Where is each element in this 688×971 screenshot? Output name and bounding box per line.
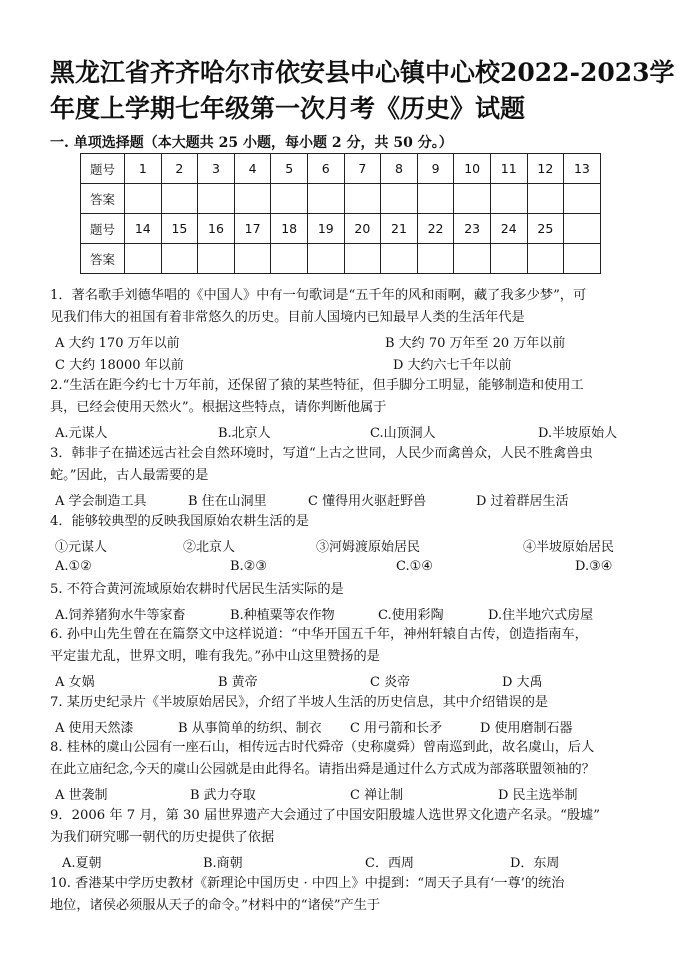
answer-cell[interactable] [161, 184, 198, 214]
q6-stem-line1: 6. 孙中山先生曾在在篇祭文中这样说道：“中华开国五千年，神州轩辕自古传，创造指南车， [50, 627, 588, 642]
q4-item-3: ③河姆渡原始居民 [316, 540, 421, 555]
q9-option-a: A.夏朝 [62, 856, 102, 871]
question-number-cell: 10 [454, 154, 491, 184]
q1-stem-line1: 1．著名歌手刘德华唱的《中国人》中有一句歌词是“五千年的风和雨啊，藏了我多少梦”，可 [50, 288, 587, 303]
q5-stem-line1: 5. 不符合黄河流域原始农耕时代居民生活实际的是 [50, 582, 344, 597]
q3-option-a: A 学会制造工具 [55, 494, 147, 509]
q2-option-a: A.元谋人 [55, 426, 108, 441]
answer-cell[interactable] [344, 244, 381, 274]
answer-cell[interactable] [454, 244, 491, 274]
q2-stem-line2: 具，已经会使用天然火”。根据这些特点，请你判断他属于 [50, 400, 387, 415]
q4-option-a: A.①② [55, 559, 92, 574]
question-number-cell: 8 [381, 154, 418, 184]
answer-cell[interactable] [198, 184, 235, 214]
q4-stem-line1: 4．能够较典型的反映我国原始农耕生活的是 [50, 514, 309, 529]
answer-table [80, 153, 601, 274]
question-number-cell: 19 [307, 214, 344, 244]
exam-title-line1: 黑龙江省齐齐哈尔市依安县中心镇中心校2022-2023学 [50, 58, 675, 87]
answer-cell[interactable] [344, 184, 381, 214]
q3-option-b: B 住在山洞里 [188, 494, 267, 509]
q7-option-d: D 使用磨制石器 [480, 721, 573, 736]
table-row [81, 154, 601, 184]
q6-option-c: C 炎帝 [370, 675, 411, 690]
row-label: 题号 [81, 214, 125, 244]
q8-option-a: A 世袭制 [55, 788, 108, 803]
q3-option-d: D 过着群居生活 [476, 494, 569, 509]
question-number-cell: 2 [161, 154, 198, 184]
answer-label: 答案 [81, 244, 125, 274]
question-number-cell: 20 [344, 214, 381, 244]
question-number-cell: 12 [527, 154, 564, 184]
q3-option-c: C 懂得用火驱赶野兽 [308, 494, 427, 509]
q6-option-a: A 女娲 [55, 675, 95, 690]
q1-option-c: C 大约 18000 年以前 [55, 358, 184, 373]
q6-stem-line2: 平定蚩尤乱，世界文明，唯有我先。”孙中山这里赞扬的是 [50, 649, 380, 664]
question-number-cell: 6 [307, 154, 344, 184]
answer-label: 答案 [81, 184, 125, 214]
answer-cell[interactable] [234, 184, 271, 214]
question-number-cell: 14 [125, 214, 162, 244]
question-number-cell: 3 [198, 154, 235, 184]
table-row [81, 184, 601, 214]
q1-stem-line2: 见我们伟大的祖国有着非常悠久的历史。目前人国境内已知最早人类的生活年代是 [50, 310, 525, 325]
q9-option-c: C．西周 [365, 856, 414, 871]
answer-cell[interactable] [564, 244, 601, 274]
answer-cell[interactable] [490, 184, 527, 214]
exam-title-line2: 年度上学期七年级第一次月考《历史》试题 [50, 94, 526, 123]
q7-option-c: C 用弓箭和长矛 [350, 721, 443, 736]
q9-option-b: B.商朝 [203, 856, 243, 871]
answer-cell[interactable] [527, 184, 564, 214]
q1-option-b: B 大约 70 万年至 20 万年以前 [385, 336, 566, 351]
q6-option-d: D 大禹 [502, 675, 543, 690]
table-row [81, 214, 601, 244]
q2-stem-line1: 2.“生活在距今约七十万年前，还保留了猿的某些特征，但手脚分工明显，能够制造和使用工 [50, 378, 584, 393]
question-number-cell: 5 [271, 154, 308, 184]
q8-option-b: B 武力夺取 [190, 788, 256, 803]
answer-cell[interactable] [381, 244, 418, 274]
q2-option-c: C.山顶洞人 [370, 426, 436, 441]
answer-cell[interactable] [527, 244, 564, 274]
answer-cell[interactable] [271, 244, 308, 274]
q8-stem-line2: 在此立庙纪念,今天的虞山公园就是由此得名。请指出舜是通过什么方式成为部落联盟领袖的？ [50, 762, 595, 777]
q10-stem-line1: 10. 香港某中学历史教材《新理论中国历史 · 中四上》中提到：“周天子具有‘一尊’的统治 [50, 876, 565, 891]
question-number-cell: 17 [234, 214, 271, 244]
question-number-cell: 16 [198, 214, 235, 244]
answer-cell[interactable] [234, 244, 271, 274]
question-number-cell: 7 [344, 154, 381, 184]
answer-cell[interactable] [417, 244, 454, 274]
answer-cell[interactable] [271, 184, 308, 214]
answer-cell[interactable] [490, 244, 527, 274]
answer-cell[interactable] [381, 184, 418, 214]
q4-option-c: C.①④ [396, 559, 433, 574]
question-number-cell: 11 [490, 154, 527, 184]
answer-cell[interactable] [125, 244, 162, 274]
question-number-cell: 1 [125, 154, 162, 184]
q9-option-d: D．东周 [510, 856, 560, 871]
q5-option-b: B.种植粟等农作物 [230, 608, 335, 623]
q8-option-c: C 禅让制 [350, 788, 404, 803]
q1-option-a: A 大约 170 万年以前 [55, 336, 180, 351]
q4-option-b: B.②③ [230, 559, 267, 574]
q8-stem-line1: 8. 桂林的虞山公园有一座石山，相传远古时代舜帝（史称虞舜）曾南巡到此，故名虞山，后人 [50, 740, 595, 755]
answer-cell[interactable] [454, 184, 491, 214]
q5-option-d: D.住半地穴式房屋 [488, 608, 594, 623]
q2-option-d: D.半坡原始人 [538, 426, 618, 441]
answer-cell[interactable] [307, 184, 344, 214]
section-heading: 一. 单项选择题（本大题共 25 小题，每小题 2 分，共 50 分。） [50, 135, 453, 151]
question-number-cell: 21 [381, 214, 418, 244]
question-number-cell: 18 [271, 214, 308, 244]
table-row [81, 244, 601, 274]
q5-option-a: A.饲养猪狗水牛等家畜 [55, 608, 186, 623]
q3-stem-line2: 蛇。”因此，古人最需要的是 [50, 468, 209, 483]
question-number-cell: 13 [564, 154, 601, 184]
q7-stem-line1: 7. 某历史纪录片《半坡原始居民》，介绍了半坡人生活的历史信息，其中介绍错误的是 [50, 695, 549, 710]
q9-stem-line2: 为我们研究哪一朝代的历史提供了依据 [50, 830, 275, 845]
answer-cell[interactable] [417, 184, 454, 214]
question-number-cell: 24 [490, 214, 527, 244]
q10-stem-line2: 地位，诸侯必须服从天子的命令。”材料中的“诸侯”产生于 [50, 898, 381, 913]
q4-item-2: ②北京人 [183, 540, 236, 555]
q1-option-d: D 大约六七千年以前 [393, 358, 512, 373]
q7-option-b: B 从事简单的纺织、制衣 [178, 721, 322, 736]
answer-cell[interactable] [161, 244, 198, 274]
q4-item-1: ①元谋人 [55, 540, 108, 555]
q9-stem-line1: 9．2006 年 7 月，第 30 届世界遗产大会通过了中国安阳殷墟人选世界文化遗产名录。“殷墟” [50, 808, 600, 823]
q5-option-c: C.使用彩陶 [378, 608, 444, 623]
q8-option-d: D 民主选举制 [498, 788, 578, 803]
row-label: 题号 [81, 154, 125, 184]
q4-item-4: ④半坡原始居民 [523, 540, 615, 555]
q4-option-d: D.③④ [575, 559, 613, 574]
q6-option-b: B 黄帝 [218, 675, 258, 690]
question-number-cell: 25 [527, 214, 564, 244]
q3-stem-line1: 3．韩非子在描述远古社会自然环境时，写道“上古之世同，人民少而禽兽众，人民不胜禽兽虫 [50, 446, 593, 461]
answer-cell[interactable] [307, 244, 344, 274]
question-number-cell: 22 [417, 214, 454, 244]
question-number-cell [564, 214, 601, 244]
question-number-cell: 4 [234, 154, 271, 184]
q2-option-b: B.北京人 [218, 426, 271, 441]
answer-cell[interactable] [198, 244, 235, 274]
answer-cell[interactable] [125, 184, 162, 214]
question-number-cell: 9 [417, 154, 454, 184]
question-number-cell: 23 [454, 214, 491, 244]
question-number-cell: 15 [161, 214, 198, 244]
answer-cell[interactable] [564, 184, 601, 214]
q7-option-a: A 使用天然漆 [55, 721, 134, 736]
